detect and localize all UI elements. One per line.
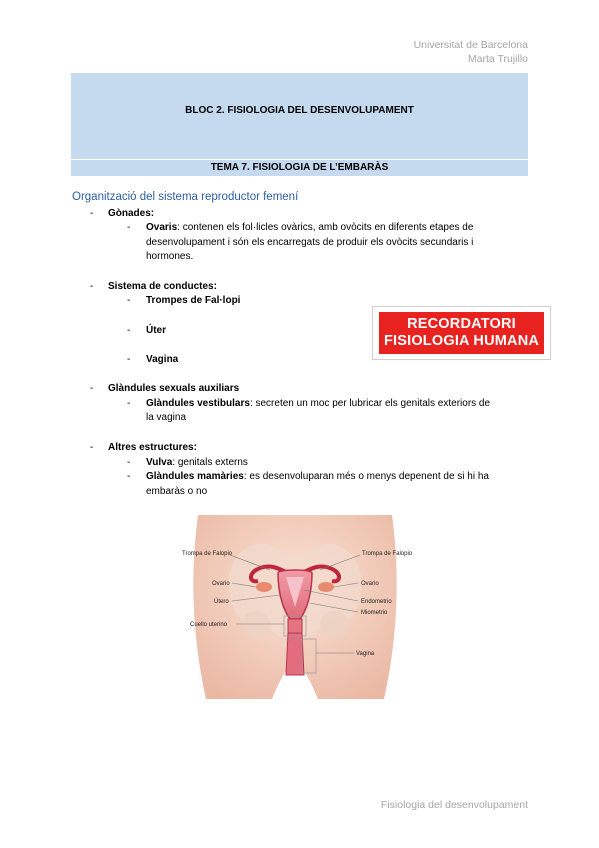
label-ovario-right: Ovario <box>361 581 379 587</box>
ovaris-text: : contenen els fol·licles ovàrics, amb ovòcits en diferents etapes de <box>177 222 474 233</box>
bullet-dash: - <box>127 222 131 233</box>
mammary-line-2: embaràs o no <box>146 486 208 497</box>
ovaris-label: Ovaris <box>146 222 178 233</box>
label-trompa-right: Trompa de Falopio <box>362 551 412 557</box>
bullet-dash: - <box>127 471 131 482</box>
bullet-dash: - <box>127 354 131 365</box>
header-university: Universitat de Barcelona <box>413 39 528 51</box>
mammary-label: Glàndules mamàries <box>146 471 244 482</box>
reminder-line-2: FISIOLOGIA HUMANA <box>383 333 540 349</box>
label-utero: Útero <box>214 599 229 605</box>
conduct-item: Vagina <box>146 354 179 365</box>
label-ovario-left: Ovario <box>212 581 230 587</box>
section-title: Organització del sistema reproductor femení <box>72 191 299 203</box>
bullet-dash: - <box>127 398 131 409</box>
header-author: Marta Trujillo <box>467 53 528 65</box>
label-cuello: Cuello uterino <box>190 622 228 628</box>
conduct-item: Trompes de Fal·lopi <box>146 295 241 306</box>
bullet-dash: - <box>90 383 94 394</box>
label-trompa-left: Trompa de Falopio <box>182 551 233 557</box>
bullet-dash: - <box>90 442 94 453</box>
topic-title: TEMA 7. FISIOLOGIA DE L’EMBARÀS <box>210 162 389 173</box>
reproductive-system-illustration <box>178 515 412 699</box>
vestibular-label: Glàndules vestibulars <box>146 398 250 409</box>
vestibular-line-2: la vagina <box>146 412 187 423</box>
ovaris-line-2: desenvolupament i són els encarregats de produir els ovòcits secundaris i <box>146 237 474 248</box>
block-title: BLOC 2. FISIOLOGIA DEL DESENVOLUPAMENT <box>185 105 414 116</box>
bullet-dash: - <box>127 457 131 468</box>
vulva-line <box>146 456 248 470</box>
topic-banner <box>71 160 528 176</box>
hip-joint <box>320 611 348 639</box>
ovary-right <box>318 582 334 592</box>
bullet-dash: - <box>90 208 94 219</box>
label-miometrio: Miometrio <box>361 610 388 616</box>
conduct-item: Úter <box>146 325 167 336</box>
reminder-banner <box>372 306 551 360</box>
vulva-label: Vulva <box>146 457 173 468</box>
vagina <box>286 633 304 675</box>
hip-joint <box>242 611 270 639</box>
block-banner <box>71 73 528 159</box>
gonads-label: Gònades: <box>108 208 155 219</box>
others-label: Altres estructures: <box>108 442 197 453</box>
cervix <box>288 619 302 633</box>
glands-label: Glàndules sexuals auxiliars <box>108 383 240 394</box>
ovaris-line-1 <box>146 221 473 235</box>
footer: Fisiologia del desenvolupament <box>380 799 528 811</box>
conducts-label: Sistema de conductes: <box>108 281 217 292</box>
bullet-dash: - <box>127 295 131 306</box>
reminder-banner-inner <box>379 312 544 354</box>
ovary-left <box>256 582 272 592</box>
label-endometrio: Endometrio <box>361 599 392 605</box>
vestibular-line-1 <box>146 397 490 411</box>
reminder-line-1: RECORDATORI <box>407 316 516 332</box>
label-vagina: Vagina <box>356 651 375 657</box>
vulva-text: : genitals externs <box>172 457 248 468</box>
bullet-dash: - <box>90 281 94 292</box>
vestibular-text: : secreten un moc per lubricar els genitals exteriors de <box>249 398 491 409</box>
mammary-line-1 <box>146 470 489 484</box>
bullet-dash: - <box>127 325 131 336</box>
mammary-text: : es desenvoluparan més o menys depenent de si hi ha <box>243 471 489 482</box>
ovaris-line-3: hormones. <box>146 251 194 262</box>
